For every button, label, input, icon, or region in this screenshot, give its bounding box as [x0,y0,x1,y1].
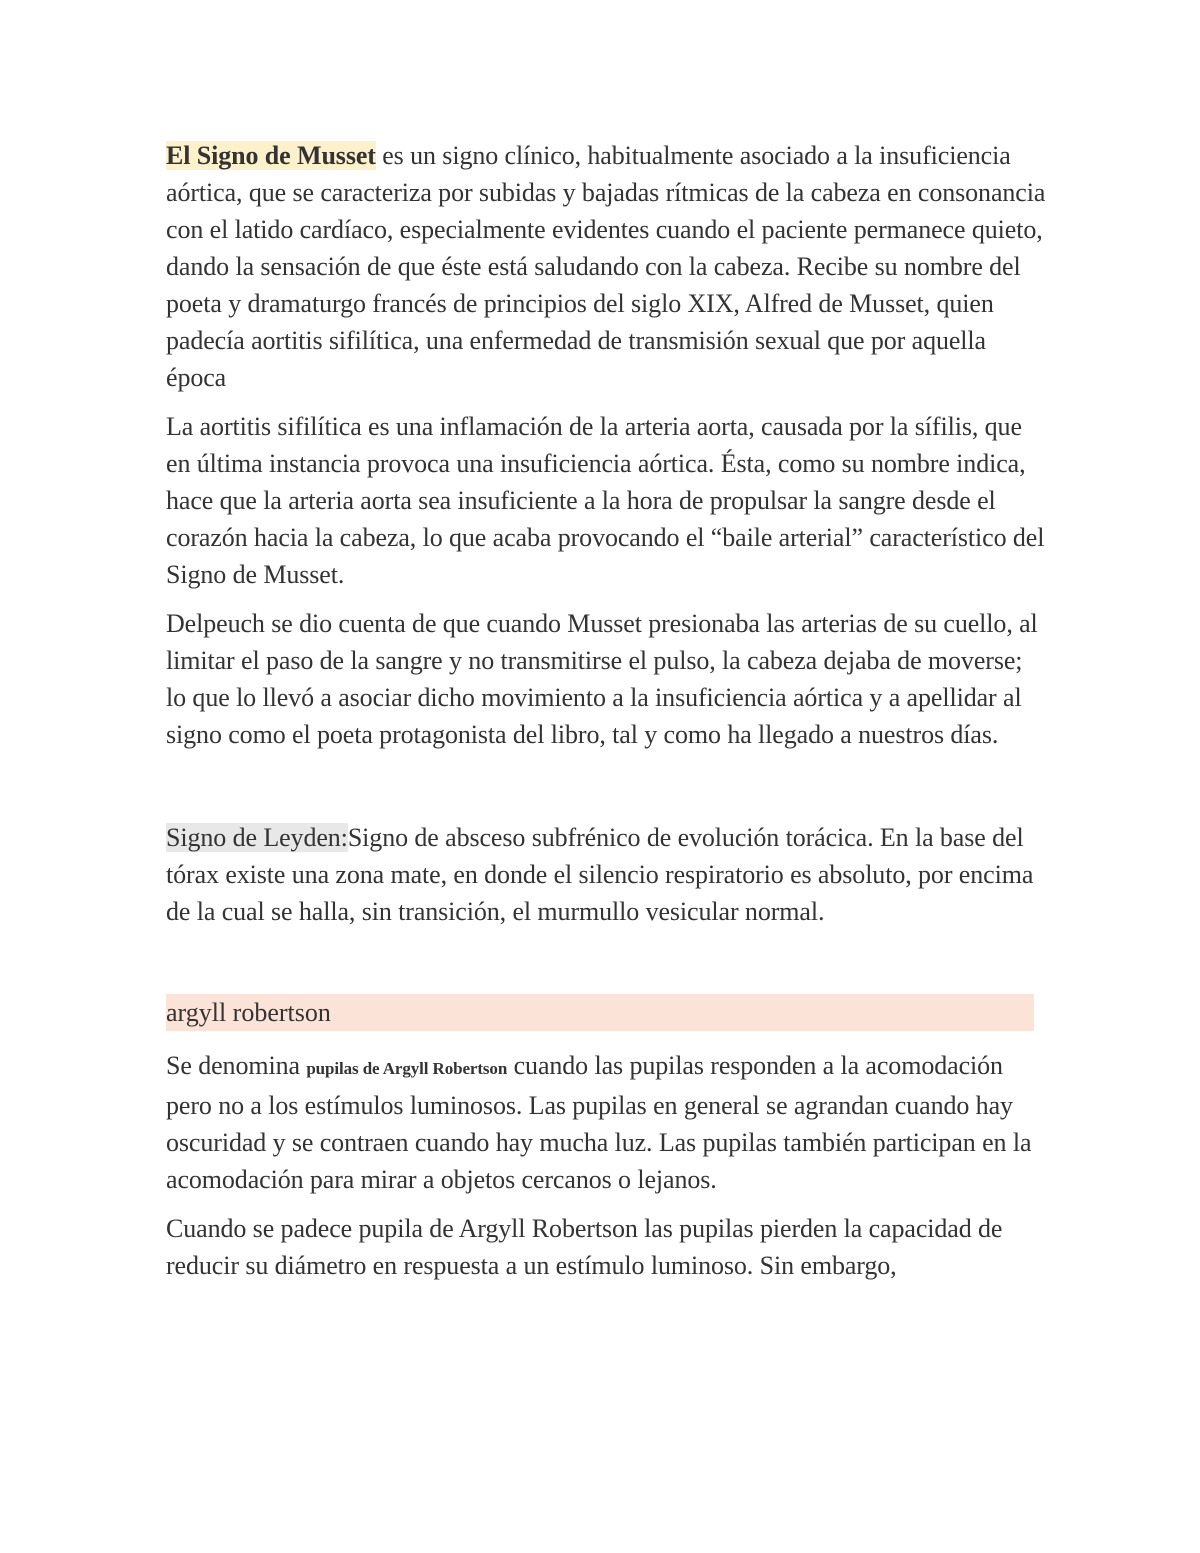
musset-paragraph-2: La aortitis sifilítica es una inflamación de la arteria aorta, causada por la sífilis, que en última instancia provoca una insuficiencia aórtica. Ésta, como su nombre indica, hace que la arteria aorta sea insuficiente a la hora de propulsar la sangre desde el corazón hacia la cabeza, lo que acaba provocando el “baile arterial” característico del Signo de Musset. [166,412,1045,589]
document-body [166,137,1046,1284]
argyll-heading: argyll robertson [166,994,1034,1031]
musset-paragraph-3: Delpeuch se dio cuenta de que cuando Musset presionaba las arterias de su cuello, al limitar el paso de la sangre y no transmitirse el pulso, la cabeza dejaba de moverse; lo que lo llevó a asociar dicho movimiento a la insuficiencia aórtica y a apellidar al signo como el poeta protagonista del libro, tal y como ha llegado a nuestros días. [166,609,1038,749]
leyden-term-highlight: Signo de Leyden: [166,823,348,852]
argyll-paragraph-2: Cuando se padece pupila de Argyll Robertson las pupilas pierden la capacidad de reducir su diámetro en respuesta a un estímulo luminoso. Sin embargo, [166,1214,1003,1280]
leyden-paragraph-text: Signo de absceso subfrénico de evolución torácica. En la base del tórax existe una zona mate, en donde el silencio respiratorio es absoluto, por encima de la cual se halla, sin transición, el murmullo vesicular normal. [166,823,1034,926]
musset-paragraph-1-text: es un signo clínico, habitualmente asociado a la insuficiencia aórtica, que se caracteriza por subidas y bajadas rítmicas de la cabeza en consonancia con el latido cardíaco, especialmente evidentes cuando el paciente permanece quieto, dando la sensación de que éste está saludando con la cabeza. Recibe su nombre del poeta y dramaturgo francés de principios del siglo XIX, Alfred de Musset, quien padecía aortitis sifilítica, una enfermedad de transmisión sexual que por aquella época [166,141,1046,392]
argyll-paragraph-1-start: Se denomina [166,1051,307,1080]
argyll-term: pupilas de Argyll Robertson [306,1059,508,1078]
argyll-paragraph-1 [166,1047,1046,1198]
musset-term-highlight: El Signo de Musset [166,141,376,170]
leyden-paragraph [166,819,1046,930]
musset-paragraph-1 [166,137,1046,396]
argyll-paragraph-1-text: cuando las pupilas responden a la acomodación pero no a los estímulos luminosos. Las pupilas en general se agrandan cuando hay oscuridad y se contraen cuando hay mucha luz. Las pupilas también participan en la acomodación para mirar a objetos cercanos o lejanos. [166,1051,1032,1194]
